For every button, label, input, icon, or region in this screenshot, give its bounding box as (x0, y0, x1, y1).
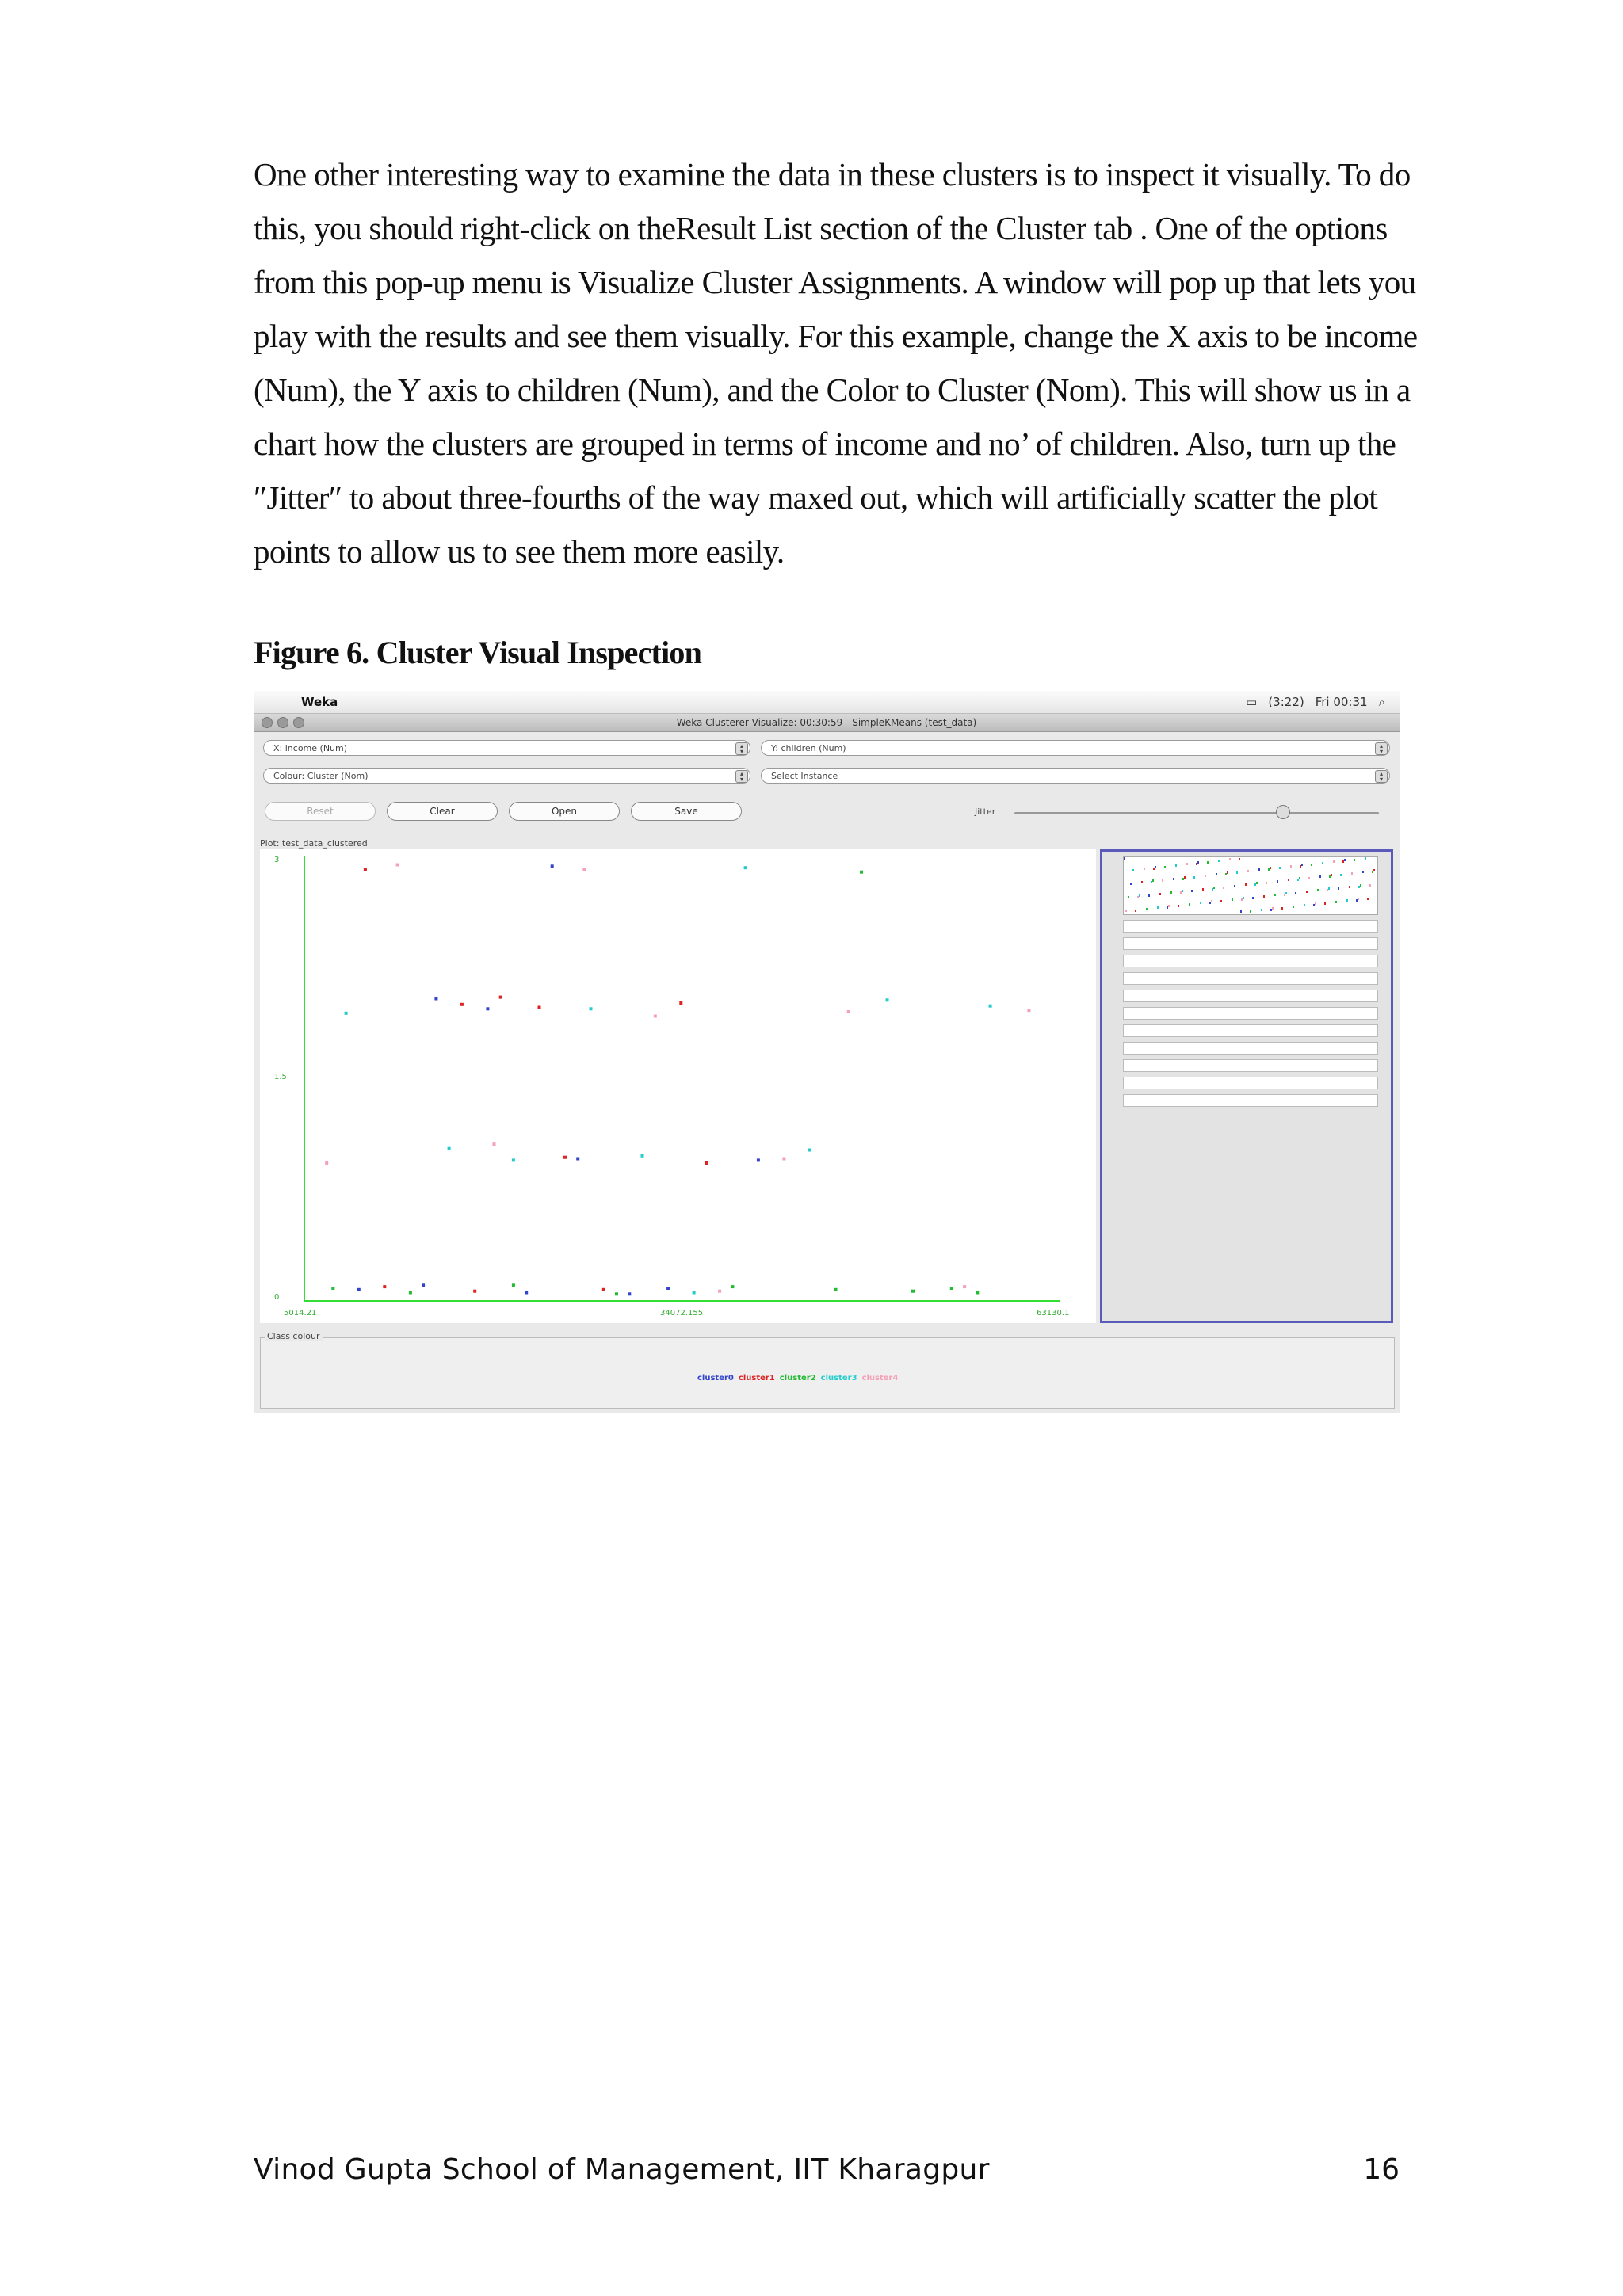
scatter-point-cluster4[interactable] (782, 1158, 785, 1161)
overview-tick (1125, 910, 1127, 912)
scatter-point-cluster0[interactable] (551, 864, 554, 868)
overview-tick (1213, 887, 1215, 889)
scatter-plot-svg (260, 849, 1096, 1323)
legend-cluster1[interactable]: cluster1 (738, 1374, 775, 1383)
y-tick-label: 3 (274, 856, 280, 864)
overview-tick (1234, 885, 1235, 887)
colour-select[interactable] (263, 768, 750, 784)
scatter-point-cluster3[interactable] (641, 1154, 644, 1158)
attribute-bar[interactable] (1123, 1059, 1378, 1072)
overview-tick (1141, 881, 1143, 883)
scatter-plot-area[interactable] (260, 849, 1096, 1323)
select-arrows-icon: ▴ ▾ (1375, 770, 1388, 783)
scatter-point-cluster4[interactable] (654, 1015, 657, 1018)
overview-tick (1279, 867, 1281, 869)
x-tick-label: 63130.1 (1037, 1309, 1070, 1318)
weka-screenshot (254, 691, 1400, 1413)
overview-tick (1315, 902, 1316, 905)
plot-label: Plot: test_data_clustered (260, 838, 368, 849)
overview-tick (1263, 895, 1265, 898)
overview-tick (1135, 910, 1136, 912)
y-axis-select[interactable] (761, 740, 1390, 756)
scatter-point-cluster1[interactable] (679, 1001, 682, 1005)
overview-tick (1139, 894, 1140, 897)
scatter-point-cluster4[interactable] (325, 1161, 328, 1165)
class-colour-panel (260, 1337, 1395, 1409)
scatter-point-cluster3[interactable] (590, 1007, 593, 1010)
overview-tick (1159, 893, 1161, 895)
x-axis-select-value: X: income (Num) (273, 743, 348, 753)
window-title: Weka Clusterer Visualize: 00:30:59 - SimpleKMeans (test_data) (676, 717, 977, 728)
overview-tick (1218, 860, 1220, 862)
overview-tick (1186, 863, 1188, 865)
attribute-bar[interactable] (1123, 955, 1378, 967)
attribute-bar[interactable] (1123, 1024, 1378, 1037)
attribute-bar-panel[interactable] (1100, 849, 1393, 1323)
menubar-status (1246, 695, 1385, 709)
scatter-point-cluster2[interactable] (331, 1287, 334, 1290)
overview-tick (1200, 902, 1201, 904)
mac-menubar (254, 691, 1400, 714)
scatter-point-cluster3[interactable] (886, 998, 889, 1001)
scatter-point-cluster0[interactable] (434, 997, 437, 1001)
overview-tick (1340, 874, 1342, 876)
attribute-bar[interactable] (1123, 1042, 1378, 1055)
body-line: points to allow us to see them more easily. (254, 533, 785, 570)
scatter-point-cluster0[interactable] (422, 1283, 425, 1287)
body-line: (Num), the Y axis to children (Num), and the Color to Cluster (Nom). This will show us in a (254, 372, 1411, 408)
overview-tick (1239, 858, 1240, 860)
scatter-point-cluster1[interactable] (383, 1285, 386, 1288)
attribute-bar[interactable] (1123, 1094, 1378, 1107)
overview-tick (1306, 891, 1308, 893)
scatter-point-cluster0[interactable] (357, 1288, 361, 1291)
overview-tick (1311, 864, 1312, 866)
overview-tick (1202, 888, 1204, 891)
overview-tick (1170, 891, 1172, 894)
scatter-point-cluster1[interactable] (473, 1290, 476, 1293)
overview-tick (1250, 910, 1251, 913)
scatter-point-cluster3[interactable] (345, 1012, 348, 1015)
overview-tick (1338, 887, 1339, 890)
body-line: chart how the clusters are grouped in terms of income and no’ of children. Also, turn up the (254, 425, 1396, 462)
overview-tick (1205, 875, 1206, 877)
save-button[interactable]: Save (631, 802, 742, 821)
overview-tick (1197, 861, 1199, 864)
legend-cluster4[interactable]: cluster4 (861, 1374, 899, 1383)
overview-tick (1189, 903, 1190, 906)
scatter-point-cluster4[interactable] (1027, 1009, 1030, 1012)
attribute-bar[interactable] (1123, 990, 1378, 1002)
select-arrows-icon: ▴ ▾ (735, 770, 748, 783)
overview-tick (1295, 892, 1296, 894)
overview-tick (1155, 866, 1156, 868)
overview-tick (1360, 884, 1361, 887)
overview-tick (1317, 889, 1319, 891)
scatter-point-cluster2[interactable] (834, 1288, 838, 1291)
legend-cluster2[interactable]: cluster2 (779, 1374, 816, 1383)
app-menu-weka[interactable]: Weka (301, 695, 338, 709)
body-line: ″Jitter″ to about three-fourths of the way maxed out, which will artificially scatter the plot (254, 479, 1378, 516)
battery-time: (3:22) (1268, 695, 1304, 709)
overview-tick (1247, 870, 1249, 872)
scatter-point-cluster2[interactable] (976, 1291, 979, 1295)
overview-tick (1362, 871, 1364, 873)
overview-tick (1162, 879, 1163, 882)
scatter-point-cluster4[interactable] (963, 1285, 966, 1288)
scatter-point-cluster1[interactable] (460, 1003, 464, 1006)
select-arrows-icon: ▴ ▾ (1375, 742, 1388, 755)
overview-tick (1164, 866, 1166, 868)
overview-tick (1240, 910, 1242, 913)
y-tick-label: 0 (274, 1293, 280, 1302)
scatter-point-cluster0[interactable] (666, 1287, 670, 1290)
scatter-point-cluster2[interactable] (512, 1283, 515, 1287)
overview-tick (1124, 857, 1125, 860)
scatter-point-cluster4[interactable] (847, 1010, 850, 1013)
overview-tick (1358, 898, 1359, 900)
scatter-point-cluster2[interactable] (911, 1290, 915, 1293)
scatter-point-cluster0[interactable] (525, 1291, 528, 1295)
select-instance-value: Select Instance (771, 771, 838, 781)
overview-tick (1220, 900, 1222, 902)
overview-tick (1193, 876, 1195, 879)
overview-tick (1130, 883, 1132, 885)
jitter-label: Jitter (975, 807, 996, 817)
scatter-point-cluster1[interactable] (705, 1161, 708, 1165)
clear-button[interactable]: Clear (387, 802, 498, 821)
scatter-point-cluster2[interactable] (731, 1285, 734, 1288)
overview-tick (1270, 867, 1271, 869)
overview-tick (1144, 868, 1145, 870)
overview-tick (1324, 902, 1326, 905)
overview-tick (1354, 859, 1355, 861)
overview-tick (1344, 859, 1346, 861)
scatter-point-cluster2[interactable] (409, 1291, 412, 1295)
overview-tick (1304, 904, 1305, 906)
scatter-point-cluster3[interactable] (448, 1147, 451, 1150)
overview-tick (1148, 894, 1150, 897)
overview-tick (1335, 901, 1337, 903)
overview-tick (1373, 869, 1375, 871)
scatter-point-cluster2[interactable] (860, 871, 863, 874)
overview-tick (1290, 865, 1292, 868)
overview-tick (1272, 907, 1274, 910)
body-line: from this pop-up menu is Visualize Cluster Assignments. A window will pop up that lets you (254, 264, 1416, 300)
scatter-point-cluster4[interactable] (582, 868, 586, 871)
jitter-slider-track[interactable] (1014, 812, 1379, 814)
overview-tick (1191, 890, 1193, 892)
open-button[interactable]: Open (509, 802, 620, 821)
attribute-bar[interactable] (1123, 1077, 1378, 1089)
scatter-point-cluster3[interactable] (808, 1149, 812, 1152)
window-titlebar (254, 714, 1400, 732)
overview-tick (1328, 887, 1330, 890)
overview-tick (1132, 869, 1134, 871)
scatter-point-cluster1[interactable] (563, 1156, 567, 1159)
overview-tick (1168, 905, 1170, 907)
colour-select-value: Colour: Cluster (Nom) (273, 771, 369, 781)
attribute-bar[interactable] (1123, 1007, 1378, 1020)
instance-bar-overview[interactable] (1123, 856, 1378, 915)
select-instance-select[interactable] (761, 768, 1390, 784)
reset-button[interactable]: Reset (265, 802, 376, 821)
overview-tick (1175, 864, 1177, 867)
footer-institution: Vinod Gupta School of Management, IIT Kharagpur (254, 2153, 990, 2186)
overview-tick (1293, 906, 1294, 908)
scatter-point-cluster1[interactable] (602, 1288, 605, 1291)
scatter-point-cluster3[interactable] (693, 1291, 696, 1295)
overview-tick (1274, 894, 1276, 896)
battery-icon[interactable]: ▭ (1246, 695, 1258, 709)
scatter-point-cluster0[interactable] (576, 1158, 579, 1161)
spotlight-search-icon[interactable]: ⌕ (1378, 695, 1385, 709)
scatter-point-cluster2[interactable] (615, 1292, 618, 1295)
scatter-point-cluster3[interactable] (512, 1158, 515, 1161)
body-line: One other interesting way to examine the data in these clusters is to inspect it visually. To do (254, 156, 1411, 193)
scatter-point-cluster4[interactable] (718, 1290, 721, 1293)
x-tick-label: 5014.21 (284, 1309, 317, 1318)
overview-tick (1288, 879, 1289, 881)
overview-tick (1285, 892, 1287, 894)
overview-tick (1178, 905, 1179, 907)
overview-tick (1207, 861, 1209, 864)
class-colour-label: Class colour (265, 1331, 323, 1341)
overview-tick (1243, 897, 1244, 899)
overview-tick (1322, 862, 1323, 864)
overview-tick (1245, 883, 1247, 886)
y-axis-select-value: Y: children (Num) (771, 743, 846, 753)
overview-tick (1227, 871, 1228, 874)
body-line: this, you should right-click on theResult List section of the Cluster tab . One of the options (254, 210, 1388, 246)
scatter-point-cluster0[interactable] (628, 1292, 631, 1295)
overview-tick (1308, 877, 1310, 879)
overview-tick (1319, 875, 1321, 878)
legend-cluster3[interactable]: cluster3 (820, 1374, 857, 1383)
scatter-point-cluster4[interactable] (493, 1142, 496, 1146)
body-line: play with the results and see them visually. For this example, change the X axis to be income (254, 318, 1418, 354)
overview-tick (1223, 887, 1224, 889)
overview-tick (1184, 876, 1186, 879)
overview-tick (1365, 857, 1366, 860)
x-axis-select[interactable] (263, 740, 750, 756)
body-paragraph (254, 147, 1418, 578)
overview-tick (1346, 899, 1348, 902)
overview-tick (1277, 880, 1278, 883)
scatter-point-cluster1[interactable] (364, 868, 367, 871)
overview-tick (1367, 898, 1369, 900)
scatter-point-cluster3[interactable] (744, 866, 747, 869)
scatter-point-cluster3[interactable] (989, 1005, 992, 1008)
attribute-bar[interactable] (1123, 937, 1378, 950)
legend-cluster0[interactable]: cluster0 (697, 1374, 734, 1383)
overview-tick (1261, 909, 1262, 911)
overview-tick (1157, 906, 1159, 909)
overview-tick (1211, 900, 1212, 902)
overview-tick (1369, 884, 1371, 887)
overview-tick (1331, 874, 1332, 876)
overview-tick (1152, 879, 1154, 882)
overview-tick (1351, 872, 1353, 875)
overview-tick (1229, 858, 1231, 860)
scatter-point-cluster1[interactable] (538, 1006, 541, 1009)
overview-tick (1173, 878, 1174, 880)
scatter-point-cluster1[interactable] (499, 996, 502, 999)
figure-title: Figure 6. Cluster Visual Inspection (254, 635, 702, 670)
overview-tick (1216, 873, 1217, 875)
scatter-point-cluster2[interactable] (950, 1287, 953, 1290)
scatter-point-cluster4[interactable] (396, 864, 399, 867)
jitter-slider-handle[interactable] (1276, 805, 1290, 819)
overview-tick (1301, 864, 1303, 866)
select-arrows-icon: ▴ ▾ (735, 742, 748, 755)
y-tick-label: 1.5 (274, 1073, 287, 1081)
overview-tick (1349, 886, 1350, 888)
overview-tick (1333, 860, 1335, 863)
overview-tick (1299, 877, 1300, 879)
cluster-legend (697, 1374, 898, 1383)
scatter-point-cluster0[interactable] (486, 1007, 489, 1010)
overview-tick (1252, 897, 1254, 899)
overview-tick (1256, 882, 1258, 884)
x-tick-label: 34072.155 (660, 1309, 704, 1318)
overview-tick (1266, 882, 1267, 884)
overview-tick (1182, 890, 1183, 892)
menubar-clock[interactable]: Fri 00:31 (1315, 695, 1368, 709)
attribute-bar[interactable] (1123, 920, 1378, 933)
overview-tick (1232, 898, 1233, 901)
overview-tick (1236, 871, 1238, 874)
overview-tick (1258, 868, 1260, 871)
scatter-point-cluster0[interactable] (757, 1158, 760, 1161)
overview-tick (1146, 908, 1148, 910)
page-number: 16 (1363, 2153, 1400, 2186)
attribute-bar[interactable] (1123, 972, 1378, 985)
overview-tick (1281, 907, 1283, 910)
overview-tick (1128, 896, 1129, 898)
